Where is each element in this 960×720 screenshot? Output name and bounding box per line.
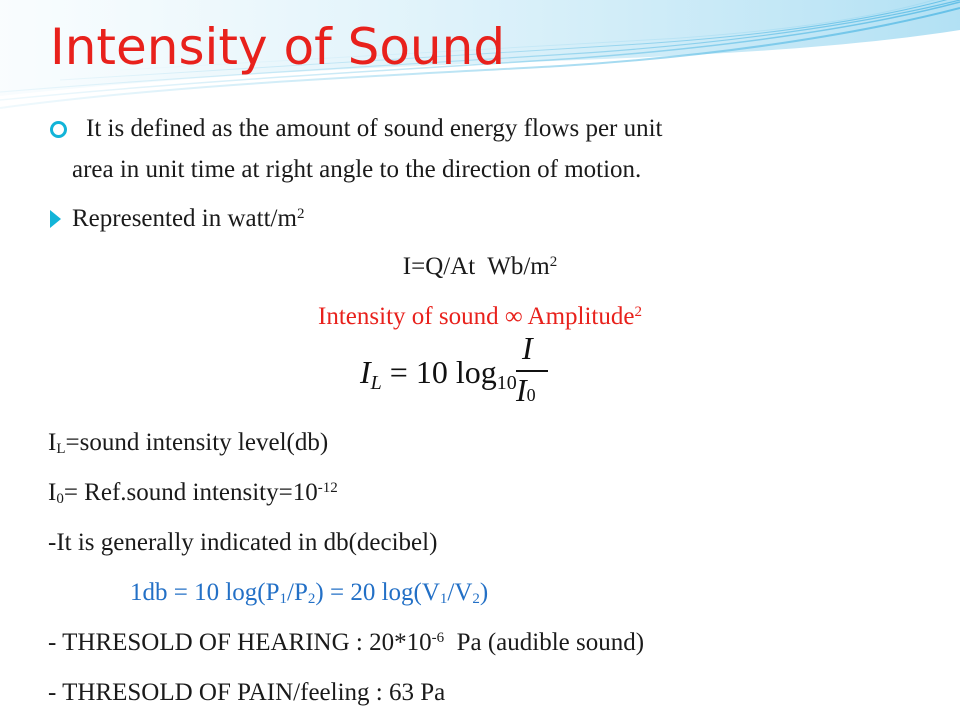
circle-bullet-icon: [50, 121, 67, 138]
decibel-part2: /P: [287, 579, 308, 606]
proportionality-exponent: 2: [634, 303, 642, 320]
formula-numerator: I: [522, 330, 533, 366]
definition-il-var: I: [48, 429, 57, 456]
decibel-p3-sub: 1: [439, 591, 448, 607]
formula-log-base: 10: [496, 372, 517, 394]
definition-i0-text: = Ref.sound intensity=10: [63, 479, 318, 506]
formula-denominator-sub: 0: [526, 385, 536, 405]
definition-i0: [48, 478, 338, 508]
formula-denominator: [516, 372, 536, 409]
formula-lhs-var: I: [360, 354, 371, 390]
triangle-bullet-icon: [50, 210, 61, 228]
bullet-definition-line2: area in unit time at right angle to the direction of motion.: [72, 156, 642, 183]
definition-i0-exponent: -12: [317, 479, 338, 496]
intensity-equation-exponent: 2: [549, 253, 558, 270]
definition-i0-sub: 0: [56, 491, 64, 507]
threshold-of-hearing: [48, 628, 644, 658]
threshold-hearing-after: Pa (audible sound): [444, 629, 645, 656]
decibel-part1: 1db = 10 log(P: [130, 579, 280, 606]
proportionality-text: Intensity of sound ∞ Amplitude: [318, 303, 635, 330]
decibel-part3: ) = 20 log(V: [315, 579, 440, 606]
intensity-level-formula: [360, 330, 560, 410]
decibel-part4: /V: [447, 579, 473, 606]
bullet-definition-line1: It is defined as the amount of sound energy flows per unit: [86, 115, 663, 142]
formula-lhs-sub: L: [370, 372, 382, 394]
bullet-units-text: Represented in watt/m: [72, 205, 297, 232]
threshold-hearing-before: - THRESOLD OF HEARING : 20*10: [48, 629, 432, 656]
decibel-equation: [130, 578, 488, 608]
intensity-equation: [0, 252, 960, 282]
decibel-p1-sub: 1: [279, 591, 288, 607]
formula-log: = 10 log: [381, 354, 497, 390]
threshold-of-pain: - THRESOLD OF PAIN/feeling : 63 Pa: [48, 679, 446, 706]
definition-il: [48, 428, 328, 458]
formula-lhs: [360, 354, 517, 394]
threshold-hearing-exponent: -6: [431, 629, 445, 646]
proportionality-statement: [0, 302, 960, 332]
definition-il-text: =sound intensity level(db): [65, 429, 329, 456]
decibel-note: -It is generally indicated in db(decibel): [48, 529, 438, 556]
decibel-p4-sub: 2: [472, 591, 480, 607]
intensity-equation-text: I=Q/At Wb/m: [402, 253, 550, 280]
slide-title: Intensity of Sound: [50, 18, 506, 76]
bullet-units-exponent: 2: [296, 205, 305, 222]
decibel-part5: ): [479, 579, 489, 606]
decibel-p2-sub: 2: [307, 591, 316, 607]
definition-il-sub: L: [56, 441, 66, 457]
formula-denominator-var: I: [516, 372, 527, 408]
bullet-units: [72, 204, 304, 234]
definition-i0-var: I: [48, 479, 57, 506]
